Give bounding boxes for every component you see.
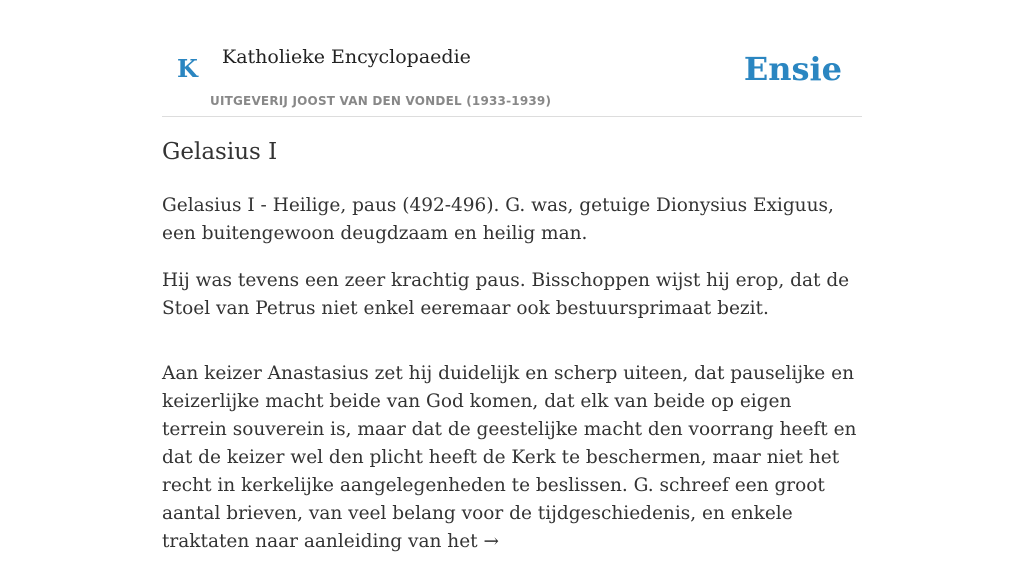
publication-logo-icon[interactable]: K [177, 54, 198, 83]
ensie-brand-link[interactable]: Ensie [743, 50, 842, 88]
site-header [162, 0, 862, 117]
article-paragraph: Gelasius I - Heilige, paus (492-496). G. was, getuige Dionysius Exiguus, een buitengewoon deugdzaam en heilig man. [162, 195, 834, 244]
read-more-arrow-icon[interactable]: → [483, 531, 499, 552]
publication-title[interactable]: Katholieke Encyclopaedie [222, 46, 471, 68]
article-paragraph-text: Aan keizer Anastasius zet hij duidelijk en scherp uiteen, dat pauselijke en keizerlijke macht beide van God komen, dat elk van beide op eigen terrein souverein is, maar dat de geestelijke macht den voorrang heeft en dat de keizer wel den plicht heeft de Kerk te beschermen, maar niet het recht in kerkelijke aangelegenheden te beslissen. G. schreef een groot aantal brieven, van veel belang voor de tijdgeschiedenis, en enkele traktaten naar aanleiding van het [162, 363, 857, 552]
page-container [162, 0, 862, 552]
article-body [162, 192, 862, 575]
article-title: Gelasius I [162, 139, 278, 165]
article-paragraph [162, 360, 862, 556]
publication-subtitle: UITGEVERIJ JOOST VAN DEN VONDEL (1933-1939) [210, 94, 552, 108]
article-paragraph: Hij was tevens een zeer krachtig paus. Bisschoppen wijst hij erop, dat de Stoel van Petrus niet enkel eeremaar ook bestuursprimaat bezit. [162, 270, 850, 319]
